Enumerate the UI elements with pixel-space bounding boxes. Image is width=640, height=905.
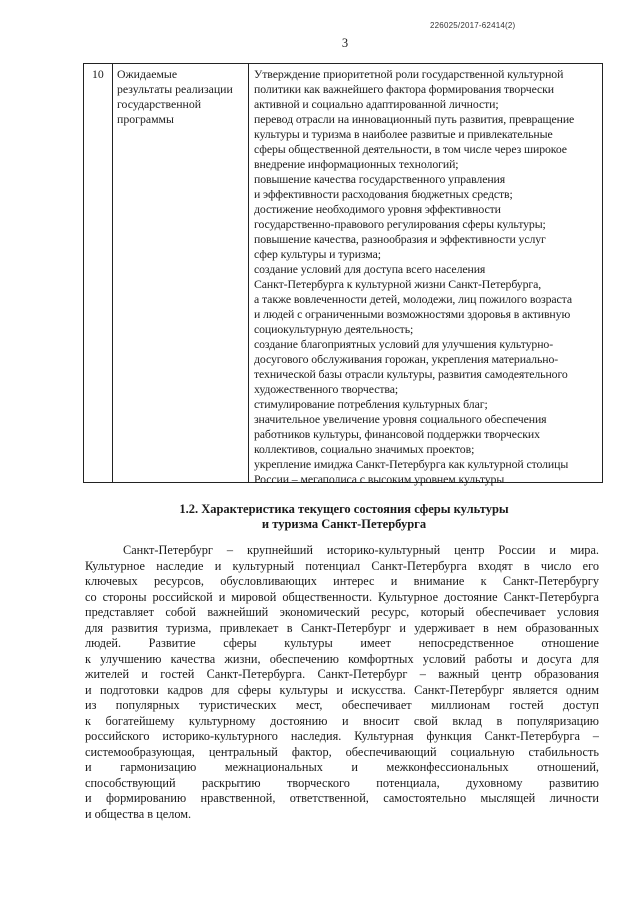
row-content-line: повышение качества, разнообразия и эффективности услуг: [254, 232, 546, 246]
row-content-line: коллективов, социально значимых проектов;: [254, 442, 475, 456]
paragraph-line: Культурное наследие и культурный потенциал Санкт-Петербурга входят в число его: [85, 558, 599, 573]
paragraph-line: из популярных туристических мест, обеспечивает миллионам гостей доступ: [85, 698, 599, 712]
row-content-line: достижение необходимого уровня эффективности: [254, 202, 501, 216]
row-content-line: а также вовлеченности детей, молодежи, лиц пожилого возраста: [254, 292, 572, 306]
paragraph-line: людей. Развитие сферы культуры имеет непосредственное отношение: [85, 636, 599, 650]
row-content-line: повышение качества государственного управления: [254, 172, 506, 186]
heading-line: 1.2. Характеристика текущего состояния сферы культуры: [179, 502, 509, 516]
page-number: 3: [341, 36, 349, 50]
row-content-line: художественного творчества;: [254, 382, 399, 396]
row-label-line: государственной: [117, 97, 202, 111]
section-heading: [85, 502, 603, 532]
row-content-line: создание благоприятных условий для улучшения культурно-: [254, 337, 554, 351]
paragraph-line: жителей и гостей Санкт-Петербурга. Санкт-Петербург – важный центр образования: [85, 667, 599, 681]
row-content-line: укрепление имиджа Санкт-Петербурга как культурной столицы: [254, 457, 569, 471]
row-content-line: политики как важнейшего фактора формирования творчески: [254, 82, 554, 96]
paragraph-line: представляет собой важнейший экономический ресурс, который обеспечивает условия: [85, 605, 599, 619]
row-content-line: и эффективности расходования бюджетных средств;: [254, 187, 513, 201]
row-number-cell: [84, 64, 113, 482]
row-content-line: сферы общественной деятельности, в том числе через широкое: [254, 142, 567, 156]
paragraph-line: и общества в целом.: [85, 806, 192, 821]
paragraph-line: для развития туризма, привлекает в Санкт-Петербург и удерживает в нем образованных: [85, 620, 599, 635]
paragraph-line: российского историко-культурного наследия. Культурная функция Санкт-Петербурга –: [85, 729, 599, 743]
row-label-line: результаты реализации: [117, 82, 233, 96]
row-content-line: Утверждение приоритетной роли государственной культурной: [254, 67, 564, 81]
paragraph-line: Санкт-Петербург – крупнейший историко-культурный центр России и мира.: [123, 543, 599, 557]
row-content-line: сфер культуры и туризма;: [254, 247, 381, 261]
document-id: 226025/2017-62414(2): [430, 21, 516, 30]
paragraph-line: системообразующая, центральный фактор, обеспечивающий социальную стабильность: [85, 744, 599, 759]
row-content-line: культуры и туризма в наиболее развитые и привлекательные: [254, 127, 553, 141]
row-label-line: Ожидаемые: [117, 67, 178, 81]
row-content-line: создание условий для доступа всего населения: [254, 262, 486, 276]
row-content-line: стимулирование потребления культурных благ;: [254, 397, 488, 411]
row-content-line: активной и социально адаптированной личности;: [254, 97, 499, 111]
paragraph-line: ключевых ресурсов, обусловливающих интерес и внимание к Санкт-Петербургу: [85, 574, 599, 588]
paragraph-line: к улучшению качества жизни, обеспечению комфортных условий работы и досуга для: [85, 651, 599, 666]
row-label-cell: [113, 64, 249, 482]
paragraph-line: способствующий раскрытию творческого потенциала, духовному развитию: [85, 775, 599, 790]
section-paragraph: [85, 543, 599, 822]
row-number: 10: [92, 67, 104, 81]
row-content-line: и людей с ограниченными возможностями здоровья в активную: [254, 307, 571, 321]
paragraph-line: к богатейшему культурному достоянию и вносит свой вклад в популяризацию: [85, 713, 599, 728]
row-content-line: значительное увеличение уровня социального обеспечения: [254, 412, 547, 426]
row-content-line: технической базы отрасли культуры, развития самодеятельного: [254, 367, 568, 381]
paragraph-line: и гармонизацию межнациональных и межконфессиональных отношений,: [85, 760, 599, 774]
row-content-line: социокультурную деятельность;: [254, 322, 414, 336]
row-content-line: досугового обслуживания горожан, укрепления материально-: [254, 352, 559, 366]
row-content-cell: [249, 64, 602, 486]
row-content-line: работников культуры, финансовой поддержки творческих: [254, 427, 540, 441]
paragraph-line: и подготовки кадров для сферы культуры и искусства. Санкт-Петербург является одним: [85, 682, 599, 697]
heading-line: и туризма Санкт-Петербурга: [261, 517, 427, 531]
row-content-line: внедрение информационных технологий;: [254, 157, 459, 171]
results-table: [83, 63, 603, 486]
row-content-line: перевод отрасли на инновационный путь развития, превращение: [254, 112, 575, 126]
row-content-line: России – мегаполиса с высоким уровнем культуры: [254, 472, 505, 486]
paragraph-line: и формированию нравственной, ответственной, самостоятельно мыслящей личности: [85, 791, 599, 805]
row-label-line: программы: [117, 112, 174, 126]
row-content-line: Санкт-Петербурга к культурной жизни Санкт-Петербурга,: [254, 277, 542, 291]
paragraph-line: со стороны российской и мировой общественности. Культурное достояние Санкт-Петербурга: [85, 589, 599, 604]
row-content-line: государственно-правового регулирования сферы культуры;: [254, 217, 546, 231]
